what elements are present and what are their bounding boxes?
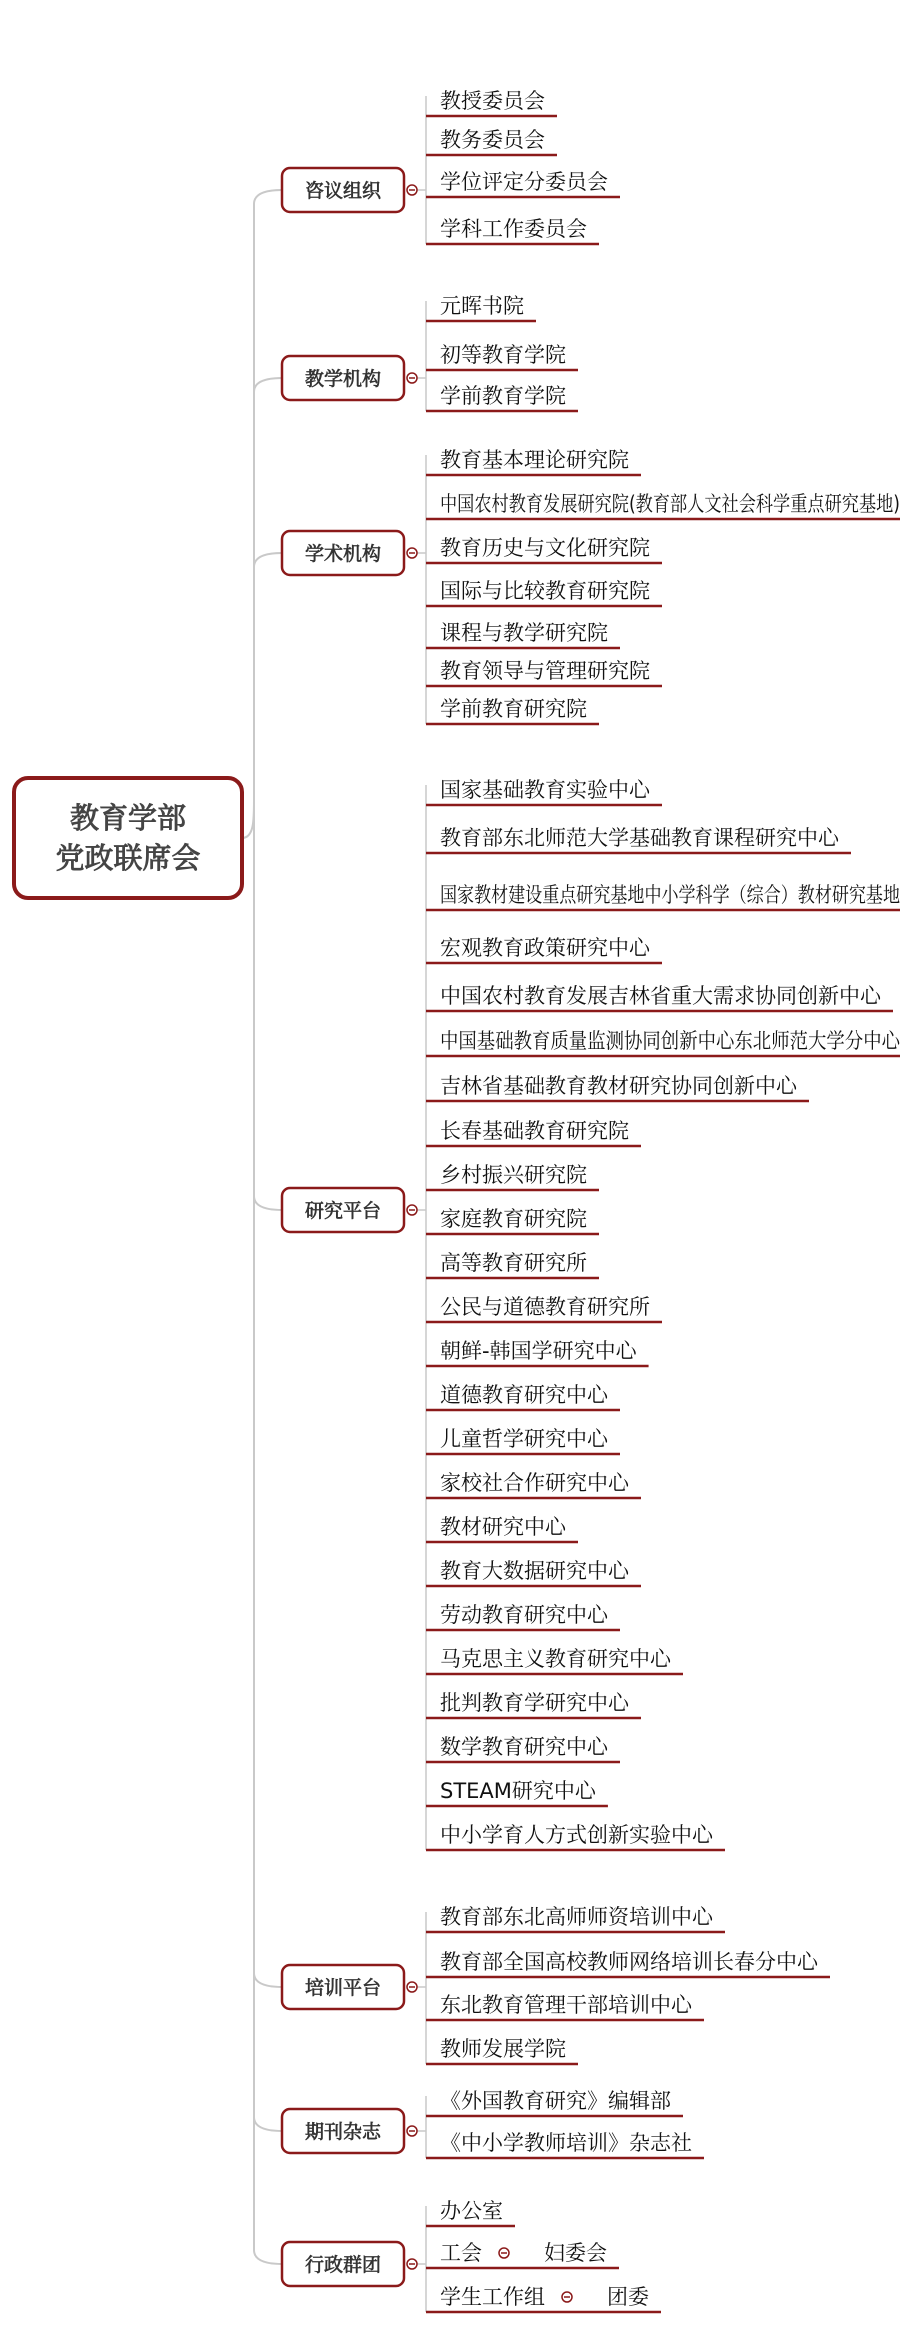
leaf-item[interactable] [426,1559,641,1586]
leaf-item[interactable] [426,217,599,244]
category-connector [254,2250,282,2264]
leaf-item[interactable] [426,1603,620,1630]
leaf-label: 国家教材建设重点研究基地中小学科学（综合）教材研究基地 [440,883,900,907]
leaf-label: 工会 [440,2241,482,2265]
leaf-label: 元晖书院 [440,294,524,318]
leaf-item[interactable] [426,1823,725,1850]
root-node[interactable] [14,778,242,898]
leaf-item[interactable] [426,2285,661,2312]
leaf-label: 教育历史与文化研究院 [440,536,650,560]
leaf-item[interactable] [426,1163,599,1190]
leaf-label: 教授委员会 [440,89,545,113]
category-connector [254,2117,282,2131]
category-node[interactable] [282,168,417,212]
category-connector [254,378,282,392]
leaf-item[interactable] [426,1647,683,1674]
leaf-label: 国家基础教育实验中心 [440,778,650,802]
leaf-item[interactable] [426,1950,830,1977]
leaf-label: 中国基础教育质量监测协同创新中心东北师范大学分中心 [440,1029,901,1053]
leaf-label: 批判教育学研究中心 [440,1691,629,1715]
collapse-toggle-icon[interactable] [562,2292,572,2302]
leaf-item[interactable] [426,1029,901,1056]
leaf-item[interactable] [426,1691,641,1718]
leaf-item[interactable] [426,826,851,853]
category-label: 教学机构 [304,368,382,390]
leaf-label: 《外国教育研究》编辑部 [440,2089,671,2113]
leaf-label: 东北教育管理干部培训中心 [440,1993,692,2017]
leaf-label: 学前教育学院 [440,384,566,408]
leaf-item[interactable] [426,1295,662,1322]
leaf-item[interactable] [426,1735,620,1762]
leaf-label: 宏观教育政策研究中心 [440,936,650,960]
leaf-label: 中国农村教育发展吉林省重大需求协同创新中心 [440,984,881,1008]
leaf-item[interactable] [426,2199,515,2226]
leaf-label: 公民与道德教育研究所 [440,1295,650,1319]
leaf-item[interactable] [426,2131,704,2158]
leaf-item[interactable] [426,1207,599,1234]
leaf-label: 儿童哲学研究中心 [440,1427,608,1451]
category-label: 学术机构 [304,543,382,565]
collapse-toggle-icon[interactable] [407,2259,417,2269]
category-label: 期刊杂志 [304,2121,382,2143]
leaf-label: 学科工作委员会 [440,217,587,241]
leaf-label: 道德教育研究中心 [440,1383,608,1407]
leaf-item[interactable] [426,659,662,686]
leaf-item[interactable] [426,1515,578,1542]
category-connector [254,190,282,204]
leaf-label: 马克思主义教育研究中心 [440,1647,671,1671]
branches [282,89,901,2312]
leaf-item[interactable] [426,778,662,805]
leaf-item[interactable] [426,1074,809,1101]
leaf-label: 家校社合作研究中心 [440,1471,629,1495]
root-box [14,778,242,898]
leaf-item[interactable] [426,621,620,648]
leaf-label: 教育部全国高校教师网络培训长春分中心 [440,1950,818,1974]
leaf-label: 吉林省基础教育教材研究协同创新中心 [440,1074,797,1098]
leaf-label: 学位评定分委员会 [440,170,608,194]
leaf-label: 教材研究中心 [440,1515,566,1539]
leaf-item[interactable] [426,1383,620,1410]
collapse-toggle-icon[interactable] [499,2248,509,2258]
category-node[interactable] [282,2242,417,2286]
leaf-item[interactable] [426,1993,704,2020]
leaf-label: 乡村振兴研究院 [440,1163,587,1187]
collapse-toggle-icon[interactable] [407,2126,417,2136]
leaf-label: 教育部东北师范大学基础教育课程研究中心 [440,826,839,850]
leaf-label: 初等教育学院 [440,343,566,367]
category-connector [254,553,282,567]
leaf-label: 高等教育研究所 [440,1251,587,1275]
leaf-label: 数学教育研究中心 [440,1735,608,1759]
category-connector [254,1196,282,1210]
leaf-item[interactable] [426,294,536,321]
leaf-item[interactable] [426,2241,619,2268]
leaf-item[interactable] [426,697,599,724]
leaf-item[interactable] [426,170,620,197]
leaf-item[interactable] [426,89,557,116]
leaf-label: 朝鲜-韩国学研究中心 [440,1339,637,1363]
category-label: 咨议组织 [304,180,382,202]
leaf-label: 教师发展学院 [440,2037,566,2061]
leaf-label: 教育部东北高师师资培训中心 [440,1905,713,1929]
category-node[interactable] [282,1188,417,1232]
leaf-item[interactable] [426,883,900,910]
collapse-toggle-icon[interactable] [407,1982,417,1992]
leaf-item[interactable] [426,1119,641,1146]
leaf-label: 中国农村教育发展研究院(教育部人文社会科学重点研究基地) [440,492,900,516]
leaf-item[interactable] [426,984,893,1011]
leaf-item[interactable] [426,2089,683,2116]
collapse-toggle-icon[interactable] [407,373,417,383]
category-label: 行政群团 [304,2254,382,2276]
leaf-label: 国际与比较教育研究院 [440,579,650,603]
leaf-label: 长春基础教育研究院 [440,1119,629,1143]
leaf-label: 教育领导与管理研究院 [440,659,650,683]
leaf-label: STEAM研究中心 [440,1779,596,1803]
leaf-item[interactable] [426,1427,620,1454]
leaf-item[interactable] [426,1251,599,1278]
root-title-line2: 党政联席会 [55,841,201,875]
category-node[interactable] [282,356,417,400]
leaf-label: 教务委员会 [440,128,545,152]
leaf-label: 教育基本理论研究院 [440,448,629,472]
root-title-line1: 教育学部 [69,801,187,835]
leaf-item[interactable] [426,936,662,963]
collapse-toggle-icon[interactable] [407,548,417,558]
leaf-item[interactable] [426,2037,578,2064]
leaf-item[interactable] [426,128,557,155]
leaf-item[interactable] [426,1471,641,1498]
category-node[interactable] [282,531,417,575]
leaf-item[interactable] [426,579,662,606]
leaf-label: 学生工作组 [440,2285,545,2309]
leaf-label: 学前教育研究院 [440,697,587,721]
sub-leaf-label: 妇委会 [544,2241,607,2265]
collapse-toggle-icon[interactable] [407,1205,417,1215]
leaf-item[interactable] [426,1905,725,1932]
sub-leaf-label: 团委 [607,2285,649,2309]
leaf-item[interactable] [426,448,641,475]
category-label: 研究平台 [304,1200,382,1222]
collapse-toggle-icon[interactable] [407,185,417,195]
leaf-label: 家庭教育研究院 [440,1207,587,1231]
leaf-label: 劳动教育研究中心 [440,1603,608,1627]
category-node[interactable] [282,2109,417,2153]
category-connector [254,1973,282,1987]
leaf-item[interactable] [426,492,900,519]
leaf-label: 《中小学教师培训》杂志社 [440,2131,692,2155]
leaf-item[interactable] [426,384,578,411]
leaf-label: 办公室 [440,2199,503,2223]
category-node[interactable] [282,1965,417,2009]
leaf-item[interactable] [426,343,578,370]
leaf-item[interactable] [426,1339,649,1366]
leaf-label: 教育大数据研究中心 [440,1559,629,1583]
leaf-label: 中小学育人方式创新实验中心 [440,1823,713,1847]
leaf-item[interactable] [426,536,662,563]
category-label: 培训平台 [304,1977,382,1999]
leaf-label: 课程与教学研究院 [440,621,608,645]
leaf-item[interactable] [426,1779,608,1806]
